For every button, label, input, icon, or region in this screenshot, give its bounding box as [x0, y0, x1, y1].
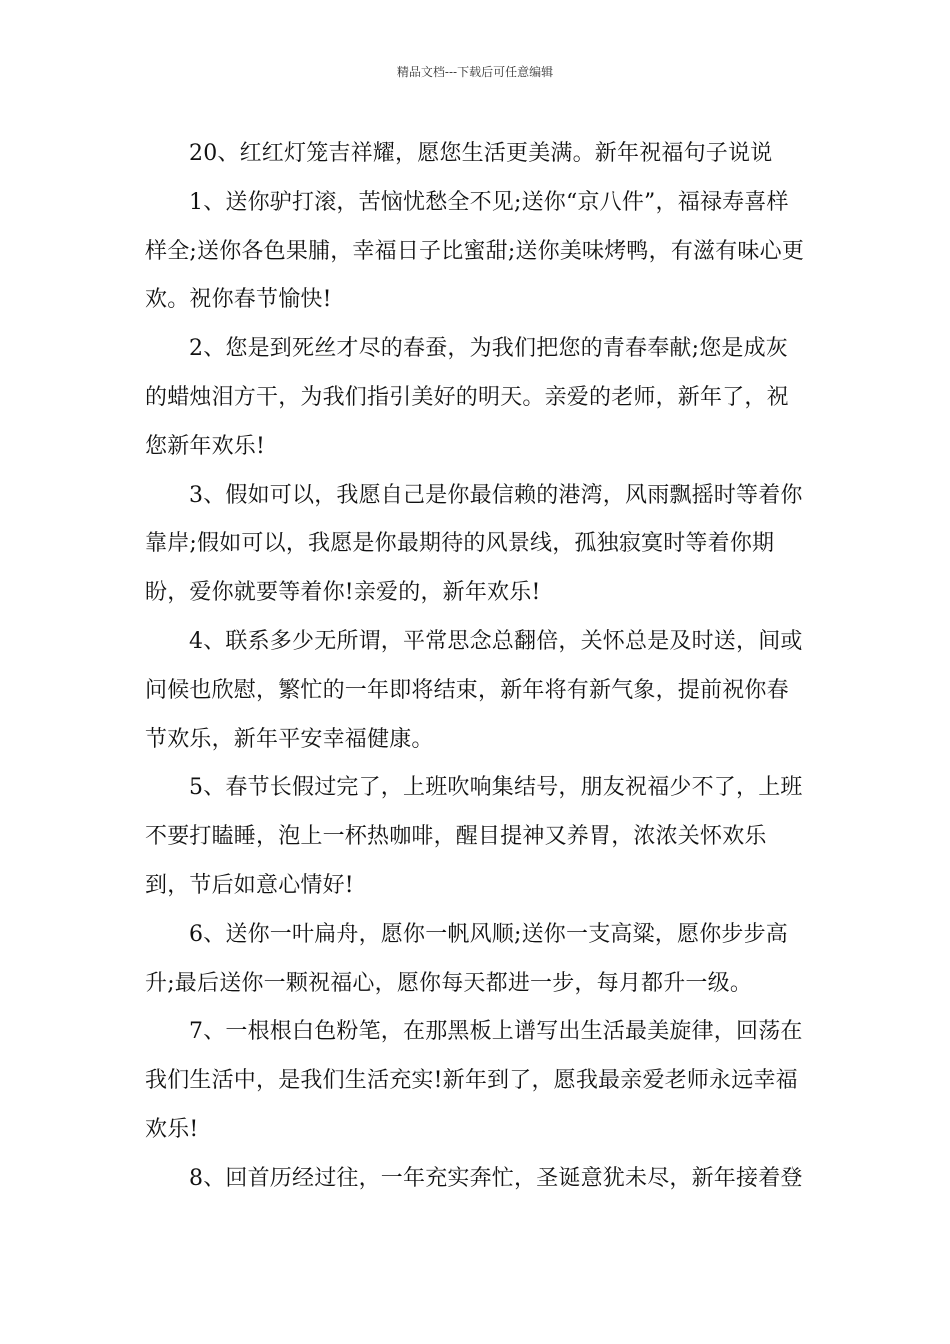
document-body — [145, 130, 809, 1204]
paragraph-20: 20、红红灯笼吉祥耀，愿您生活更美满。新年祝福句子说说 — [189, 141, 773, 166]
paragraph-3: 3、假如可以，我愿自己是你最信赖的港湾，风雨飘摇时等着你靠岸;假如可以，我愿是你最期待的风景线，孤独寂寞时等着你期盼，爱你就要等着你!亲爱的，新年欢乐! — [145, 482, 803, 606]
paragraph-6: 6、送你一叶扁舟，愿你一帆风顺;送你一支高粱，愿你步步高升;最后送你一颗祝福心，愿你每天都进一步，每月都升一级。 — [145, 921, 789, 996]
paragraph-8: 8、回首历经过往，一年充实奔忙，圣诞意犹未尽，新年接着登 — [189, 1165, 803, 1191]
paragraph-2: 2、您是到死丝才尽的春蚕，为我们把您的青春奉献;您是成灰的蜡烛泪方干，为我们指引美好的明天。亲爱的老师，新年了，祝您新年欢乐! — [145, 336, 789, 459]
paragraph-4: 4、联系多少无所谓，平常思念总翻倍，关怀总是及时送，间或问候也欣慰，繁忙的一年即将结束，新年将有新气象，提前祝你春节欢乐，新年平安幸福健康。 — [145, 628, 803, 752]
page-header: 精品文档---下载后可任意编辑 — [396, 65, 554, 79]
paragraph-5: 5、春节长假过完了，上班吹响集结号，朋友祝福少不了，上班不要打瞌睡，泡上一杯热咖啡，醒目提神又养胃，浓浓关怀欢乐到，节后如意心情好! — [145, 775, 803, 898]
paragraph-7: 7、一根根白色粉笔，在那黑板上谱写出生活最美旋律，回荡在我们生活中，是我们生活充实!新年到了，愿我最亲爱老师永远幸福欢乐! — [145, 1019, 803, 1142]
paragraph-1: 1、送你驴打滚，苦恼忧愁全不见;送你“京八件”，福禄寿喜样样全;送你各色果脯，幸福日子比蜜甜;送你美味烤鸭，有滋有味心更欢。祝你春节愉快! — [145, 189, 805, 313]
